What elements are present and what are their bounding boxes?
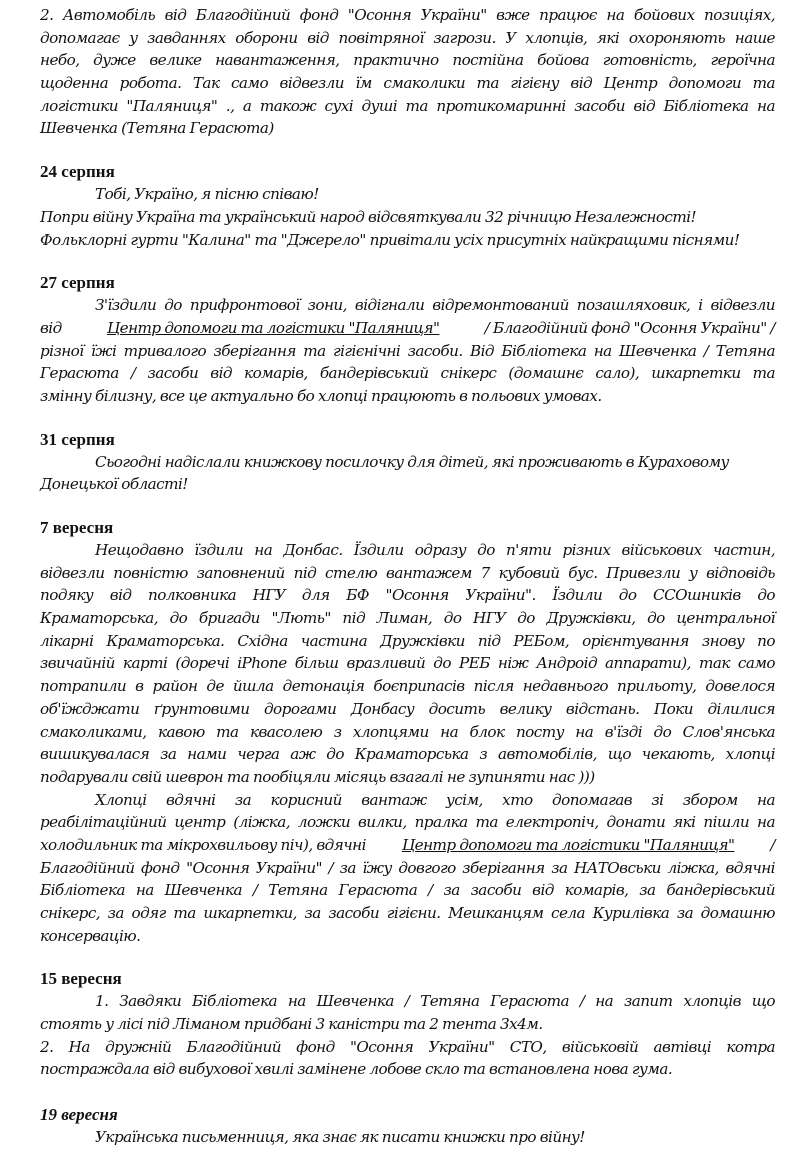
- text-line: стоять у лісі під Ліманом придбані 3 каністри та 2 тента 3х4м.: [40, 1015, 543, 1034]
- text-fragment: /: [770, 835, 775, 854]
- text-line: консервацію.: [40, 926, 141, 945]
- text-line-with-link: [40, 834, 775, 857]
- text-line: небо, дуже велике навантаження, практично постійна бойова готовність, героїчна: [40, 51, 775, 70]
- text-line: Краматорська, до бригади "Лють" під Лиман, до НГУ до Дружківки, до центральної: [40, 609, 775, 628]
- entry-date-heading: 31 серпня: [40, 429, 115, 449]
- text-line: Шевченка (Тетяна Герасюта): [40, 119, 274, 138]
- text-line: 2. Автомобіль від Благодійний фонд "Осоння України" вже працює на бойових позиціях,: [40, 6, 775, 24]
- text-line: різної їжі тривалого зберігання та гігієнічні засоби. Від Бібліотека на Шевченка / Тетяна: [40, 341, 775, 360]
- text-line: Попри війну Україна та український народ відсвяткували 32 річницю Незалежності!: [40, 207, 697, 226]
- spacer: [40, 496, 775, 517]
- text-line: Донецької області!: [40, 475, 188, 494]
- text-line: Благодійний фонд "Осоння України" / за їжу довгого зберігання за НАТОвськи ліжка, вдячні: [40, 858, 775, 877]
- text-fragment: від: [40, 318, 62, 337]
- entry-date-heading: 19 вересня: [40, 1105, 118, 1125]
- text-line-with-link: [40, 317, 775, 340]
- text-line: смаколиками, кавою та квасолею з хлопцями на блок посту на в'їзді до Слов'янська: [40, 722, 775, 741]
- text-line: об'їжджати ґрунтовими дорогами Донбасу досить велику відстань. Поки ділилися: [40, 699, 775, 718]
- entry-date-heading: 15 вересня: [40, 969, 122, 989]
- link-palianytsia-center[interactable]: Центр допомоги та логістики "Паляниця": [401, 835, 735, 854]
- text-fragment: / Благодійний фонд "Осоння України" /: [484, 318, 775, 337]
- spacer: [40, 140, 775, 161]
- intro-paragraph: [40, 4, 775, 140]
- text-line: щоденна робота. Так само відвезли їм смаколики та гігієну від Центр допомоги та: [40, 74, 775, 93]
- text-line: снікерс, за одяг та шкарпетки, за засоби гігієни. Мешканцям села Курилівка за домашню: [40, 904, 775, 922]
- text-line: подяку від полковника НГУ для БФ "Осоння України". Їздили до ССОшників до: [40, 586, 775, 605]
- text-line: постраждала від вибухової хвилі замінене лобове скло та встановлена нова гума.: [40, 1060, 673, 1079]
- text-line: змінну білизну, все це актуально бо хлопці працюють в польових умовах.: [40, 386, 602, 405]
- text-line: Нещодавно їздили на Донбас. Їздили одразу до п'яти різних військових частин,: [95, 541, 775, 559]
- text-line: логістики "Паляниця" ., а також сухі душі та протикомаринні засоби від Бібліотека на: [40, 96, 775, 115]
- text-line: Хлопці вдячні за корисний вантаж усім, хто допомагав зі збором на: [95, 790, 775, 809]
- text-line: Тобі, Україно, я пісню співаю!: [95, 185, 319, 204]
- text-line: відвезли повністю заповнений під стелю вантажем 7 кубовий бус. Привезли у відповідь: [40, 563, 775, 582]
- entry-date-heading: 27 серпня: [40, 273, 115, 293]
- text-line: реабілітаційний центр (ліжка, ложки вилки, пралка та електропіч, донати які пішли на: [40, 813, 775, 832]
- text-line: 2. На дружній Благодійний фонд "Осоння України" СТО, військовій автівці котра: [40, 1037, 775, 1056]
- entry-date-heading: 7 вересня: [40, 518, 114, 537]
- text-line: Сьогодні надіслали книжкову посилочку для дітей, які проживають в Кураховому: [95, 452, 729, 471]
- link-palianytsia-center[interactable]: Центр допомоги та логістики "Паляниця": [106, 318, 440, 337]
- text-line: Герасюта / засоби від комарів, бандерівський снікерс (домашнє сало), шкарпетки та: [40, 364, 775, 383]
- text-line: Українська письменниця, яка знає як писати книжки про війну!: [95, 1128, 585, 1147]
- document-page: [0, 4, 804, 1149]
- text-line: подарували свій шеврон та пообіцяли місяць взагалі не зупиняти нас ))): [40, 767, 595, 786]
- spacer: [40, 251, 775, 272]
- text-line: потрапили в район де йшла детонація боєприпасів після недавнього прильоту, довелося: [40, 677, 775, 696]
- text-fragment: холодильник та мікрохвильову піч), вдячні: [40, 835, 366, 854]
- text-line: Бібліотека на Шевченка / Тетяна Герасюта / за засоби від комарів, за бандерівський: [40, 881, 775, 900]
- spacer: [40, 1081, 775, 1102]
- text-line: 1. Завдяки Бібліотека на Шевченка / Тетяна Герасюта / на запит хлопців що: [95, 992, 775, 1011]
- text-line: З'їздили до прифронтової зони, відігнали відремонтований позашляховик, і відвезли: [95, 296, 775, 315]
- spacer: [40, 408, 775, 429]
- spacer: [40, 947, 775, 968]
- entry-date-heading: 24 серпня: [40, 162, 115, 182]
- text-line: лікарні Краматорська. Східна частина Дружківки під РЕБом, орієнтування знову по: [40, 631, 775, 650]
- text-line: Фольклорні гурти "Калина" та "Джерело" привітали усіх присутніх найкращими піснями!: [40, 230, 740, 249]
- text-line: звичайній карті (доречі iPhone більш вразливий до РЕБ ніж Андроід аппарати), так само: [40, 654, 775, 673]
- text-line: вишикувалася за нами черга аж до Краматорська з автомобілів, що чекають, хлопці: [40, 745, 775, 764]
- text-line: допомагає у завданнях оборони від повітряної загрози. У хлопців, які охороняють наше: [40, 28, 775, 47]
